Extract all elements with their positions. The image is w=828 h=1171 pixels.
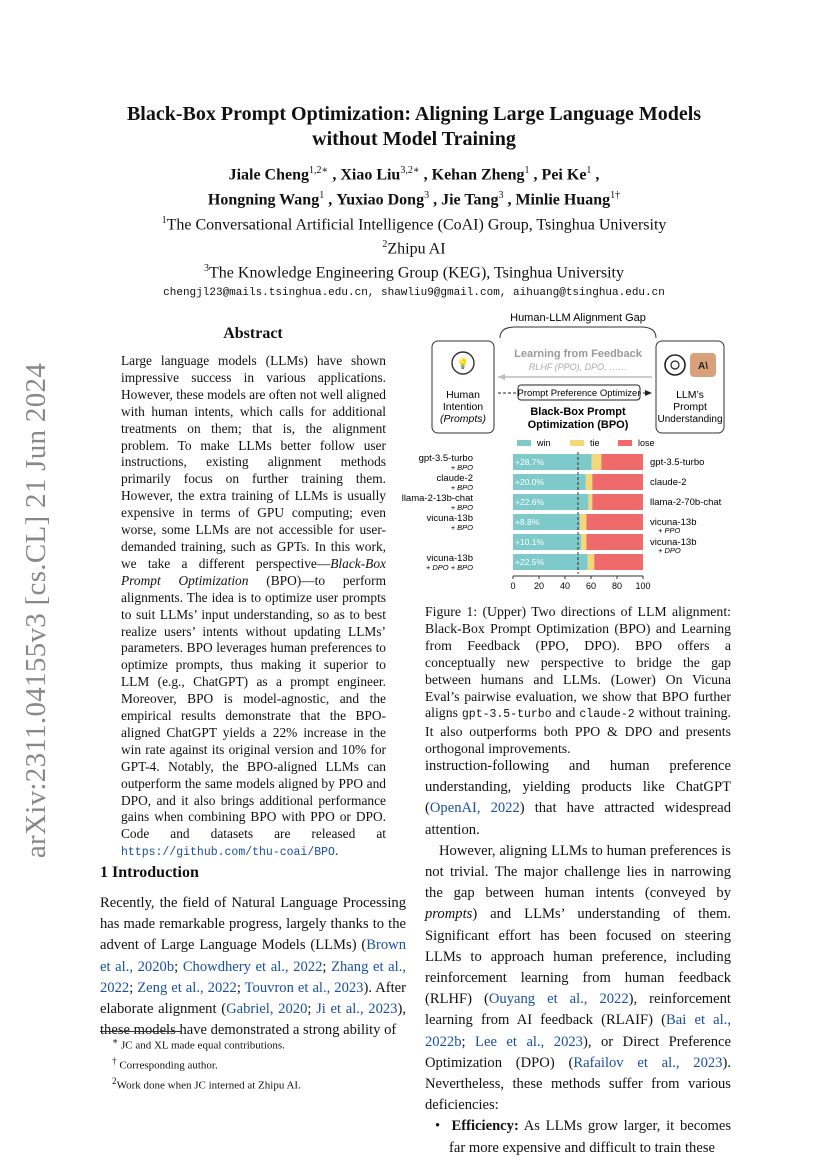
row-sublabel-right: + DPO bbox=[658, 546, 681, 555]
author: Pei Ke bbox=[541, 166, 587, 184]
footnote-divider bbox=[100, 1031, 182, 1032]
row-label-left: gpt-3.5-turbo bbox=[418, 453, 473, 464]
citation-link[interactable]: Touvron et al., 2023 bbox=[244, 979, 364, 996]
row-label-left: claude-2 bbox=[436, 473, 473, 484]
author-line-2: Hongning Wang$^1$ , Yuxiao Dong$^3$ , Jie Tang$^3$ , Minlie Huang$^{1\dagger}$ bbox=[207, 190, 621, 209]
row-label-right: claude-2 bbox=[650, 477, 687, 488]
arxiv-sidebar bbox=[20, 362, 53, 858]
bar-tie bbox=[588, 554, 595, 570]
bar-data-label: +8.8% bbox=[515, 517, 540, 527]
bpo-arrowhead bbox=[645, 390, 652, 396]
footnote: † Corresponding author. bbox=[112, 1056, 218, 1072]
bar-data-label: +28.7% bbox=[515, 457, 545, 467]
bar-lose bbox=[592, 494, 643, 510]
bar-chart bbox=[402, 452, 722, 591]
legend-swatch-tie bbox=[570, 440, 584, 446]
llm-label: Prompt bbox=[673, 401, 707, 413]
citation-link[interactable]: OpenAI, 2022 bbox=[429, 800, 520, 817]
bar-tie bbox=[581, 534, 586, 550]
legend-label-win: win bbox=[537, 438, 551, 448]
row-sublabel-left: + BPO bbox=[450, 463, 473, 472]
author: Yuxiao Dong bbox=[336, 191, 425, 209]
row-sublabel-left: + DPO + BPO bbox=[425, 563, 473, 572]
bar-tie bbox=[592, 454, 602, 470]
legend-label-lose: lose bbox=[638, 438, 655, 448]
x-tick-label: 80 bbox=[611, 581, 623, 591]
author: Hongning Wang bbox=[207, 191, 320, 209]
row-label-left: vicuna-13b bbox=[426, 553, 473, 564]
row-sublabel-left: + BPO bbox=[450, 523, 473, 532]
affiliation: $^1$The Conversational Artificial Intelligence (CoAI) Group, Tsinghua University bbox=[161, 214, 667, 233]
author-emails: chengjl23@mails.tsinghua.edu.cn, shawliu9@gmail.com, aihuang@tsinghua.edu.cn bbox=[163, 286, 665, 299]
author: Kehan Zheng bbox=[431, 166, 525, 184]
bpo-title: Optimization (BPO) bbox=[527, 419, 629, 431]
lff-title: Learning from Feedback bbox=[514, 348, 642, 360]
affiliation: $^2$Zhipu AI bbox=[382, 238, 446, 258]
row-label-right: llama-2-70b-chat bbox=[650, 497, 722, 508]
citation-link[interactable]: Chowdhery et al., 2022 bbox=[182, 958, 323, 975]
bar-data-label: +20.0% bbox=[515, 477, 545, 487]
footnote: $^2$Work done when JC interned at Zhipu AI. bbox=[112, 1076, 301, 1092]
figure-1 bbox=[401, 303, 736, 603]
intro-paragraph: Recently, the field of Natural Language Processing has made remarkable progress, largely thanks to the advent of Large Language Models (LLMs) (Brown et al., 2020b; Chowdhery et al., 2022; Zhang et al., 2022; Zeng et al., 2022; Touvron et al., 2023). After elaborate alignment (Gabriel, 2020; Ji et al., 2023), these models have demonstrated a strong ability of bbox=[100, 895, 407, 1039]
row-label-right: vicuna-13b bbox=[650, 537, 697, 548]
chart-legend bbox=[517, 438, 655, 448]
bpo-title: Black-Box Prompt bbox=[530, 406, 626, 418]
abstract-heading: Abstract bbox=[223, 325, 283, 342]
citation-link[interactable]: Bai et al., 2022b bbox=[425, 1012, 731, 1050]
bar-lose bbox=[586, 534, 643, 550]
bar-data-label: +22.5% bbox=[515, 557, 545, 567]
citation-link[interactable]: Zhang et al., 2022 bbox=[100, 958, 407, 996]
paper-title: Black-Box Prompt Optimization: Aligning Large Language Models without Model Training bbox=[126, 103, 702, 150]
citation-link[interactable]: Rafailov et al., 2023 bbox=[573, 1054, 723, 1071]
footnotes bbox=[112, 1034, 412, 1094]
x-tick-label: 0 bbox=[510, 581, 516, 591]
row-sublabel-left: + BPO bbox=[450, 483, 473, 492]
figure-1-svg bbox=[401, 303, 736, 603]
right-column-body bbox=[425, 756, 731, 1159]
affiliation: $^3$The Knowledge Engineering Group (KEG), Tsinghua University bbox=[204, 263, 624, 282]
row-label-left: vicuna-13b bbox=[426, 513, 473, 524]
row-label-left: llama-2-13b-chat bbox=[401, 493, 473, 504]
paragraph: However, aligning LLMs to human preferences is not trivial. The major challenge lies in narrowing the gap between human intents (conveyed by prompts) and LLMs’ understanding of them. Significant effort has been focused on steering LLMs to approach human preference, including reinforcement learning from human feedback (RLHF) (Ouyang et al., 2022), reinforcement learning from AI feedback (RLAIF) (Bai et al., 2022b; Lee et al., 2023), or Direct Preference Optimization (DPO) (Rafailov et al., 2023). Nevertheless, these methods suffer from various deficiencies: bbox=[425, 842, 732, 1114]
bar-lose bbox=[592, 474, 643, 490]
code-link[interactable]: https://github.com/thu-coai/BPO bbox=[121, 846, 335, 860]
human-label: Human bbox=[446, 389, 480, 401]
gap-label: Human-LLM Alignment Gap bbox=[510, 312, 646, 324]
lff-arrowhead bbox=[498, 374, 505, 380]
author: Xiao Liu bbox=[340, 166, 401, 184]
abstract-body: Large language models (LLMs) have shown impressive success in various applications. However, these models are often not well aligned with human intents, which calls for additional treatments on them; that is, the alignment problem. To make LLMs better follow user instructions, existing alignment methods primarily focus on further training them. However, the extra training of LLMs is usually expensive in terms of GPU computing; even worse, some LLMs are not accessible for user-demanded training, such as GPTs. In this work, we take a different perspective—Black-Box Prompt Optimization (BPO)—to perform alignments. The idea is to optimize user prompts to suit LLMs’ input understanding, so as to best realize users’ intents without updating LLMs’ parameters. BPO leverages human preferences to optimize prompts, thus making it superior to LLM (e.g., ChatGPT) as a prompt engineer. Moreover, BPO is model-agnostic, and the empirical results demonstrate that the BPO-aligned ChatGPT yields a 22% increase in the win rate against its original version and 10% for GPT-4. Notably, the BPO-aligned LLMs can outperform the same models aligned by PPO and DPO, and it also brings additional performance gains when combining BPO with PPO or DPO. Code and datasets are released at https://github.com/thu-coai/BPO. bbox=[121, 353, 386, 860]
paragraph: instruction-following and human preference understanding, yielding products like ChatGPT (OpenAI, 2022) that have attracted widespread attention. bbox=[425, 758, 731, 838]
bar-lose bbox=[586, 514, 643, 530]
row-label-right: gpt-3.5-turbo bbox=[650, 457, 705, 468]
row-label-right: vicuna-13b bbox=[650, 517, 697, 528]
lff-subtitle: RLHF (PPO), DPO, …… bbox=[528, 362, 628, 372]
bar-data-label: +10.1% bbox=[515, 537, 545, 547]
anthropic-logo-text: A\ bbox=[698, 361, 708, 372]
section-heading-introduction: 1 Introduction bbox=[100, 864, 199, 881]
ppo-box-label: Prompt Preference Optimizer bbox=[517, 388, 641, 399]
x-tick-label: 40 bbox=[559, 581, 571, 591]
row-sublabel-left: + BPO bbox=[450, 503, 473, 512]
author: Jiale Cheng bbox=[228, 166, 310, 184]
arxiv-id: arXiv:2311.04155v3 [cs.CL] 21 Jun 2024 bbox=[20, 362, 53, 858]
bar-tie bbox=[580, 514, 587, 530]
citation-link[interactable]: Brown et al., 2020b bbox=[100, 937, 406, 975]
citation-link[interactable]: Zeng et al., 2022 bbox=[137, 979, 237, 996]
author-line-1: Jiale Cheng$^{1,2∗}$ , Xiao Liu$^{3,2∗}$ , Kehan Zheng$^1$ , Pei Ke$^1$ , bbox=[228, 165, 600, 184]
author: Jie Tang bbox=[441, 191, 499, 209]
bar-data-label: +22.6% bbox=[515, 497, 545, 507]
author-block bbox=[100, 160, 728, 302]
bar-lose bbox=[594, 554, 643, 570]
human-label: Intention bbox=[442, 401, 484, 413]
legend-swatch-win bbox=[517, 440, 531, 446]
bar-tie bbox=[586, 474, 593, 490]
x-tick-label: 60 bbox=[585, 581, 597, 591]
llm-label: Understanding bbox=[657, 414, 723, 425]
author: Minlie Huang bbox=[515, 191, 611, 209]
legend-label-tie: tie bbox=[590, 438, 600, 448]
bar-lose bbox=[601, 454, 643, 470]
bullet-item: • Efficiency: As LLMs grow larger, it becomes far more expensive and difficult to train these bbox=[435, 1118, 731, 1156]
legend-swatch-lose bbox=[618, 440, 632, 446]
gap-bracket bbox=[500, 327, 656, 338]
citation-link[interactable]: Ji et al., 2023 bbox=[316, 1001, 398, 1018]
citation-link[interactable]: Ouyang et al., 2022 bbox=[488, 991, 629, 1008]
x-tick-label: 100 bbox=[635, 581, 651, 591]
row-sublabel-right: + PPO bbox=[658, 526, 681, 535]
citation-link[interactable]: Gabriel, 2020 bbox=[226, 1001, 308, 1018]
x-tick-label: 20 bbox=[533, 581, 545, 591]
citation-link[interactable]: Lee et al., 2023 bbox=[475, 1033, 583, 1050]
llm-label: LLM’s bbox=[676, 389, 704, 401]
bar-tie bbox=[588, 494, 592, 510]
human-label: (Prompts) bbox=[439, 413, 487, 425]
figure-caption: Figure 1: (Upper) Two directions of LLM alignment: Black-Box Prompt Optimization (BPO) and Learning from Feedback (PPO, DPO). BPO offers a conceptually new perspective to bridge the gap between humans and LLMs. (Lower) On Vicuna Eval’s pairwise evaluation, we show that BPO further aligns gpt-3.5-turbo and claude-2 without training. It also outperforms both PPO & DPO and presents orthogonal improvements. bbox=[425, 604, 732, 757]
bulb-icon: 💡 bbox=[456, 359, 470, 370]
footnote: ∗ JC and XL made equal contributions. bbox=[112, 1036, 285, 1052]
